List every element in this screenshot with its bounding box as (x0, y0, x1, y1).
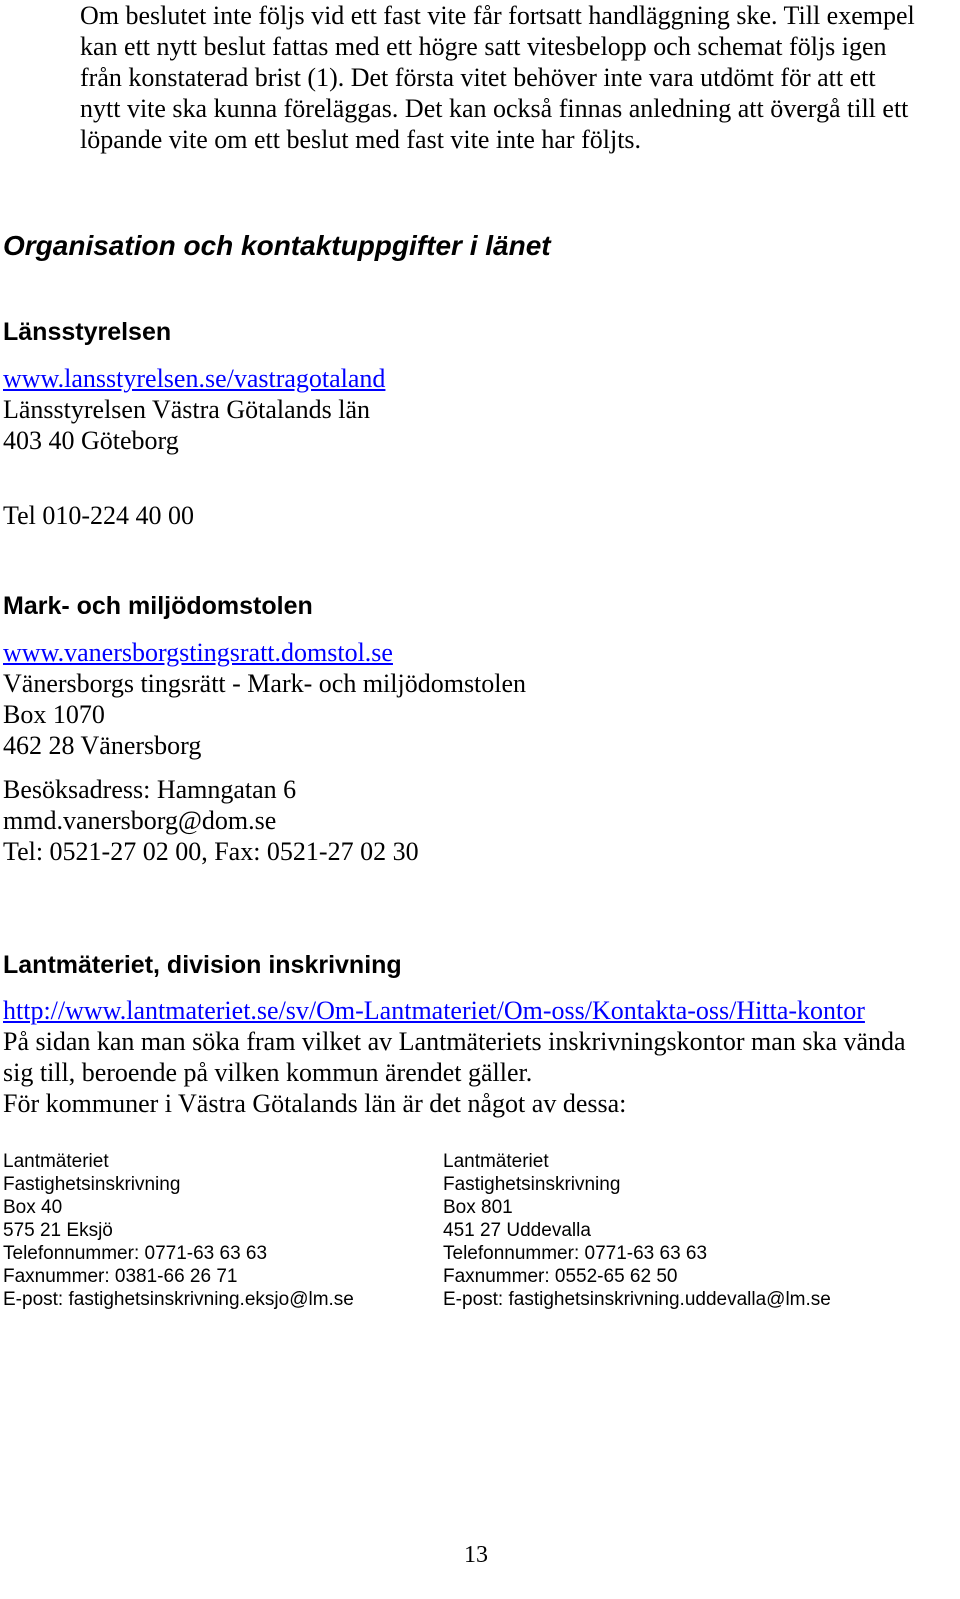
office-postal: 451 27 Uddevalla (443, 1220, 591, 1241)
intro-line: löpande vite om ett beslut med fast vite inte har följts. (80, 125, 642, 154)
office-dept: Fastighetsinskrivning (443, 1174, 621, 1195)
intro-line: nytt vite ska kunna föreläggas. Det kan också finnas anledning att övergå till ett (80, 94, 909, 123)
office-org: Lantmäteriet (443, 1151, 549, 1172)
domstol-visit: Besöksadress: Hamngatan 6 (3, 775, 297, 804)
intro-line: från konstaterad brist (1). Det första vitet behöver inte vara utdömt för att ett (80, 63, 876, 92)
lansstyrelsen-phone: Tel 010-224 40 00 (3, 501, 194, 530)
domstol-email: mmd.vanersborg@dom.se (3, 806, 277, 835)
office-email: E-post: fastighetsinskrivning.uddevalla@lm.se (443, 1289, 831, 1310)
office-uddevalla (443, 1150, 831, 1311)
lantmateriet-text: På sidan kan man söka fram vilket av Lantmäteriets inskrivningskontor man ska vända (3, 1027, 906, 1056)
lantmateriet-info (3, 995, 906, 1119)
office-dept: Fastighetsinskrivning (3, 1174, 181, 1195)
lansstyrelsen-postal: 403 40 Göteborg (3, 426, 179, 455)
lantmateriet-link[interactable]: http://www.lantmateriet.se/sv/Om-Lantmateriet/Om-oss/Kontakta-oss/Hitta-kontor (3, 996, 865, 1025)
domstol-box: Box 1070 (3, 700, 105, 729)
lansstyrelsen-link[interactable]: www.lansstyrelsen.se/vastragotaland (3, 364, 386, 393)
office-phone: Telefonnummer: 0771-63 63 63 (443, 1243, 708, 1264)
domstol-name: Vänersborgs tingsrätt - Mark- och miljödomstolen (3, 669, 527, 698)
office-email: E-post: fastighetsinskrivning.eksjo@lm.se (3, 1289, 354, 1310)
lansstyrelsen-contact (3, 363, 385, 456)
office-box: Box 40 (3, 1197, 63, 1218)
lantmateriet-text: sig till, beroende på vilken kommun ärendet gäller. (3, 1058, 533, 1087)
lansstyrelsen-heading: Länsstyrelsen (3, 318, 172, 346)
page-number: 13 (464, 1542, 488, 1568)
domstol-contact-2 (3, 774, 419, 867)
office-eksjo (3, 1150, 354, 1311)
intro-line: kan ett nytt beslut fattas med ett högre satt vitesbelopp och schemat följs igen (80, 32, 887, 61)
office-org: Lantmäteriet (3, 1151, 109, 1172)
lantmateriet-heading: Lantmäteriet, division inskrivning (3, 951, 402, 979)
domstol-heading: Mark- och miljödomstolen (3, 592, 313, 620)
domstol-contact (3, 637, 526, 761)
office-postal: 575 21 Eksjö (3, 1220, 113, 1241)
office-box: Box 801 (443, 1197, 513, 1218)
office-fax: Faxnummer: 0552-65 62 50 (443, 1266, 678, 1287)
lantmateriet-text: För kommuner i Västra Götalands län är det något av dessa: (3, 1089, 627, 1118)
domstol-phone: Tel: 0521-27 02 00, Fax: 0521-27 02 30 (3, 837, 419, 866)
office-fax: Faxnummer: 0381-66 26 71 (3, 1266, 238, 1287)
intro-line: Om beslutet inte följs vid ett fast vite får fortsatt handläggning ske. Till exempel (80, 1, 915, 30)
section-title: Organisation och kontaktuppgifter i länet (3, 230, 551, 261)
office-phone: Telefonnummer: 0771-63 63 63 (3, 1243, 268, 1264)
domstol-link[interactable]: www.vanersborgstingsratt.domstol.se (3, 638, 393, 667)
intro-paragraph (80, 0, 960, 155)
domstol-postal: 462 28 Vänersborg (3, 731, 202, 760)
lansstyrelsen-name: Länsstyrelsen Västra Götalands län (3, 395, 371, 424)
